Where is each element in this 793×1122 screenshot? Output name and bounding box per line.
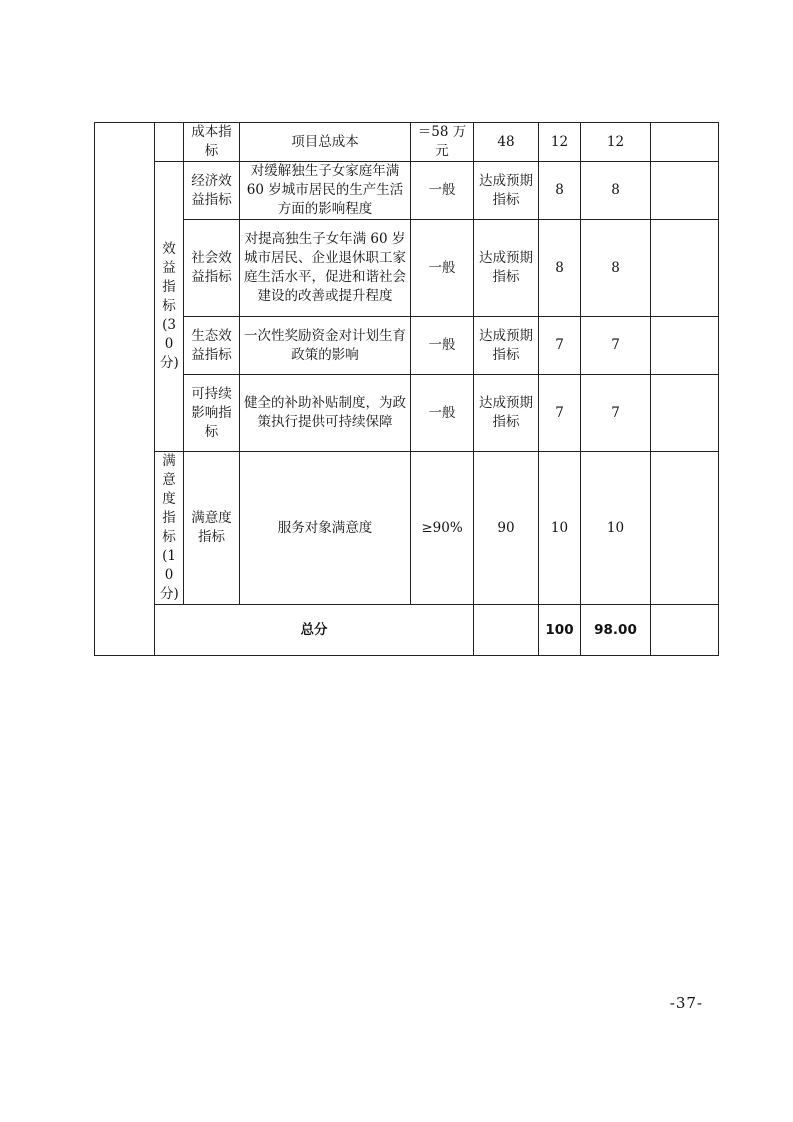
achieved-score: 12 (581, 123, 651, 162)
actual-completion-value: 达成预期指标 (474, 375, 539, 452)
actual-completion-value: 48 (474, 123, 539, 162)
total-remarks-cell (651, 605, 719, 656)
page-number: -37- (669, 994, 703, 1012)
level3-indicator-name: 满意度指标 (184, 452, 240, 605)
weight-score: 10 (539, 452, 581, 605)
level3-indicator-name: 社会效益指标 (184, 220, 240, 317)
total-actual-cell (474, 605, 539, 656)
actual-completion-value: 达成预期指标 (474, 162, 539, 220)
indicator-content: 对缓解独生子女家庭年满 60 岁城市居民的生产生活方面的影响程度 (240, 162, 411, 220)
achieved-score: 7 (581, 375, 651, 452)
remarks-cell (651, 452, 719, 605)
total-label: 总分 (155, 605, 474, 656)
remarks-cell (651, 123, 719, 162)
achieved-score: 7 (581, 317, 651, 375)
weight-score: 8 (539, 162, 581, 220)
indicator-content: 健全的补助补贴制度，为政策执行提供可持续保障 (240, 375, 411, 452)
remarks-cell (651, 162, 719, 220)
table-row (95, 375, 719, 452)
achieved-score: 8 (581, 162, 651, 220)
weight-score: 7 (539, 317, 581, 375)
indicator-content: 服务对象满意度 (240, 452, 411, 605)
level2-group-satisfaction: 满意度指标(10分) (155, 452, 184, 605)
annual-target-value: 一般 (411, 162, 474, 220)
achieved-score: 8 (581, 220, 651, 317)
achieved-score: 10 (581, 452, 651, 605)
level3-indicator-name: 可持续影响指标 (184, 375, 240, 452)
performance-evaluation-table (94, 122, 719, 656)
remarks-cell (651, 220, 719, 317)
table-row (95, 123, 719, 162)
actual-completion-value: 90 (474, 452, 539, 605)
annual-target-value: ≥90% (411, 452, 474, 605)
annual-target-value: ＝58 万元 (411, 123, 474, 162)
actual-completion-value: 达成预期指标 (474, 317, 539, 375)
table-row (95, 162, 719, 220)
level3-indicator-name: 经济效益指标 (184, 162, 240, 220)
annual-target-value: 一般 (411, 317, 474, 375)
level3-indicator-name: 成本指标 (184, 123, 240, 162)
table-row (95, 317, 719, 375)
indicator-content: 项目总成本 (240, 123, 411, 162)
actual-completion-value: 达成预期指标 (474, 220, 539, 317)
indicator-content: 对提高独生子女年满 60 岁城市居民、企业退休职工家庭生活水平，促进和谐社会建设的改善或提升程度 (240, 220, 411, 317)
weight-score: 8 (539, 220, 581, 317)
annual-target-value: 一般 (411, 220, 474, 317)
level2-group-benefit: 效益指标(30分) (155, 162, 184, 452)
remarks-cell (651, 375, 719, 452)
level3-indicator-name: 生态效益指标 (184, 317, 240, 375)
annual-target-value: 一般 (411, 375, 474, 452)
weight-score: 12 (539, 123, 581, 162)
total-weight: 100 (539, 605, 581, 656)
weight-score: 7 (539, 375, 581, 452)
level2-indicator-cell (155, 123, 184, 162)
indicator-content: 一次性奖励资金对计划生育政策的影响 (240, 317, 411, 375)
total-row (95, 605, 719, 656)
level1-indicator-cell (95, 123, 155, 656)
remarks-cell (651, 317, 719, 375)
table-row (95, 220, 719, 317)
table-row (95, 452, 719, 605)
total-score: 98.00 (581, 605, 651, 656)
